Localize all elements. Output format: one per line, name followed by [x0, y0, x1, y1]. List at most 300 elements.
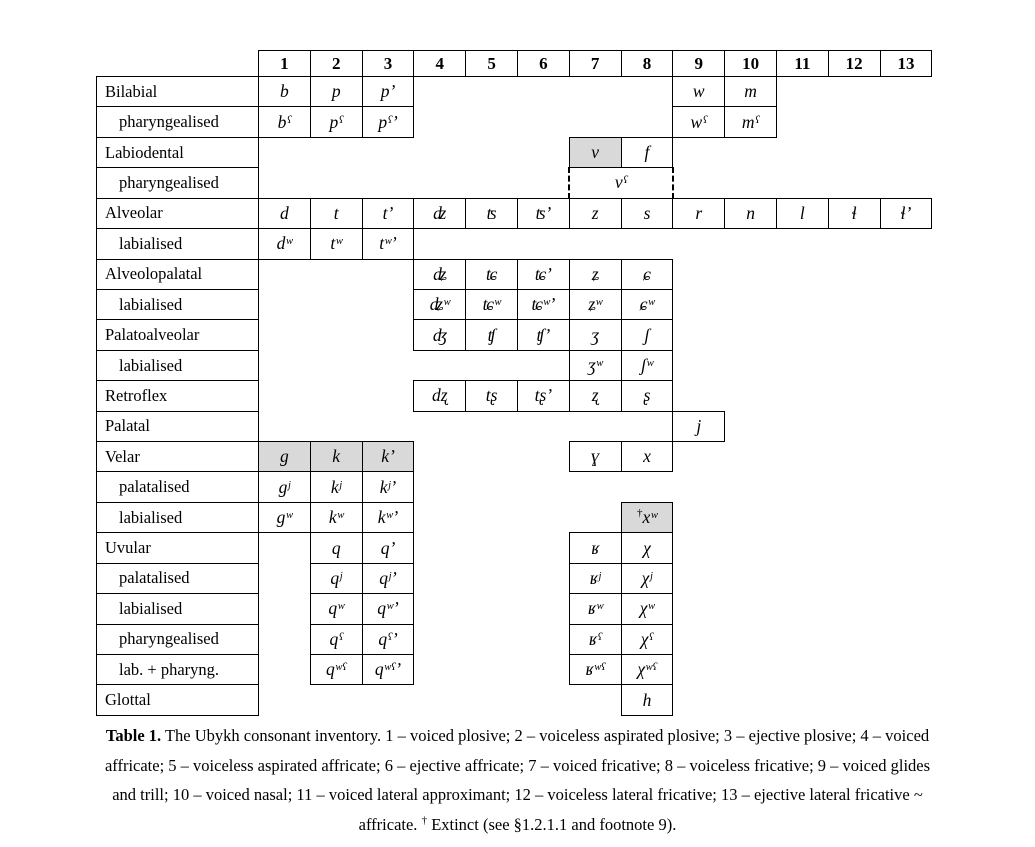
empty-cell	[414, 624, 466, 654]
empty-cell	[362, 320, 414, 350]
empty-cell	[673, 320, 725, 350]
table-row	[97, 624, 932, 654]
table-row	[97, 320, 932, 350]
empty-cell	[776, 594, 828, 624]
phoneme-cell: qˤ	[310, 624, 362, 654]
phoneme-cell: tʂ’	[517, 381, 569, 411]
column-header-10: 10	[725, 51, 777, 77]
row-label: labialised	[97, 594, 259, 624]
column-header-2: 2	[310, 51, 362, 77]
table-row	[97, 442, 932, 472]
empty-cell	[828, 137, 880, 167]
row-label: palatalised	[97, 472, 259, 502]
empty-cell	[621, 411, 673, 441]
empty-cell	[414, 350, 466, 380]
phoneme-cell: dʷ	[259, 229, 311, 259]
phoneme-cell: g	[259, 442, 311, 472]
phoneme-cell: mˤ	[725, 107, 777, 137]
table-row	[97, 77, 932, 107]
table-row	[97, 655, 932, 685]
empty-cell	[259, 685, 311, 715]
empty-cell	[673, 472, 725, 502]
empty-cell	[466, 107, 518, 137]
phoneme-cell: ʨʷ	[466, 289, 518, 319]
phoneme-cell: r	[673, 198, 725, 228]
empty-cell	[466, 77, 518, 107]
phoneme-cell: w	[673, 77, 725, 107]
table-row	[97, 107, 932, 137]
empty-cell	[776, 77, 828, 107]
empty-cell	[362, 289, 414, 319]
phoneme-cell: b	[259, 77, 311, 107]
empty-cell	[880, 107, 932, 137]
phoneme-cell: χʲ	[621, 563, 673, 593]
phoneme-cell: pˤ’	[362, 107, 414, 137]
column-header-11: 11	[776, 51, 828, 77]
empty-cell	[828, 77, 880, 107]
phoneme-cell: ʧ’	[517, 320, 569, 350]
row-label: Velar	[97, 442, 259, 472]
phoneme-cell: h	[621, 685, 673, 715]
phoneme-cell: ʁˤ	[569, 624, 621, 654]
empty-cell	[880, 594, 932, 624]
empty-cell	[725, 442, 777, 472]
empty-cell	[517, 533, 569, 563]
empty-cell	[259, 289, 311, 319]
column-header-5: 5	[466, 51, 518, 77]
table-row	[97, 563, 932, 593]
empty-cell	[362, 381, 414, 411]
empty-cell	[362, 137, 414, 167]
phoneme-cell: p	[310, 77, 362, 107]
empty-cell	[466, 350, 518, 380]
row-label: pharyngealised	[97, 168, 259, 198]
empty-cell	[259, 320, 311, 350]
empty-cell	[880, 137, 932, 167]
empty-cell	[880, 320, 932, 350]
phoneme-cell: l	[776, 198, 828, 228]
empty-cell	[517, 137, 569, 167]
phoneme-cell: v	[569, 137, 621, 167]
empty-cell	[259, 655, 311, 685]
empty-cell	[725, 502, 777, 532]
empty-cell	[517, 624, 569, 654]
table-row	[97, 472, 932, 502]
empty-cell	[828, 472, 880, 502]
row-label: Labiodental	[97, 137, 259, 167]
empty-cell	[776, 502, 828, 532]
table-row	[97, 198, 932, 228]
empty-cell	[466, 655, 518, 685]
empty-cell	[725, 350, 777, 380]
empty-cell	[776, 381, 828, 411]
empty-cell	[725, 411, 777, 441]
phoneme-cell: ɕ	[621, 259, 673, 289]
empty-cell	[673, 533, 725, 563]
empty-cell	[414, 107, 466, 137]
empty-cell	[414, 77, 466, 107]
empty-cell	[310, 685, 362, 715]
empty-cell	[466, 137, 518, 167]
phoneme-cell: vˤ	[569, 168, 673, 198]
row-label: pharyngealised	[97, 624, 259, 654]
phoneme-cell: ɬ’	[880, 198, 932, 228]
phoneme-cell: pˤ	[310, 107, 362, 137]
empty-cell	[776, 411, 828, 441]
phoneme-cell: ʁʲ	[569, 563, 621, 593]
phoneme-cell: χʷˤ	[621, 655, 673, 685]
phoneme-cell: ʨ	[466, 259, 518, 289]
empty-cell	[673, 502, 725, 532]
phoneme-cell: qʲ’	[362, 563, 414, 593]
empty-cell	[880, 289, 932, 319]
phoneme-cell: kʷ	[310, 502, 362, 532]
empty-cell	[673, 350, 725, 380]
empty-cell	[725, 137, 777, 167]
empty-cell	[880, 350, 932, 380]
row-label: lab. + pharyng.	[97, 655, 259, 685]
empty-cell	[828, 229, 880, 259]
empty-cell	[517, 107, 569, 137]
empty-cell	[621, 229, 673, 259]
row-label: pharyngealised	[97, 107, 259, 137]
empty-cell	[828, 320, 880, 350]
empty-cell	[621, 472, 673, 502]
phoneme-cell: d	[259, 198, 311, 228]
empty-cell	[828, 594, 880, 624]
empty-cell	[828, 168, 880, 198]
table-row	[97, 533, 932, 563]
phoneme-cell: gʲ	[259, 472, 311, 502]
empty-cell	[673, 381, 725, 411]
empty-cell	[517, 594, 569, 624]
empty-cell	[725, 229, 777, 259]
empty-cell	[776, 259, 828, 289]
empty-cell	[673, 442, 725, 472]
column-header-8: 8	[621, 51, 673, 77]
empty-cell	[673, 655, 725, 685]
empty-cell	[776, 229, 828, 259]
phoneme-cell: ʥ	[414, 259, 466, 289]
empty-cell	[673, 289, 725, 319]
empty-cell	[673, 168, 725, 198]
phoneme-cell: ʁʷ	[569, 594, 621, 624]
empty-cell	[414, 563, 466, 593]
phoneme-cell: ʂ	[621, 381, 673, 411]
phoneme-cell: qʲ	[310, 563, 362, 593]
empty-cell	[259, 137, 311, 167]
empty-cell	[310, 411, 362, 441]
empty-cell	[466, 168, 518, 198]
phoneme-cell: qʷ’	[362, 594, 414, 624]
phoneme-cell: t’	[362, 198, 414, 228]
empty-cell	[466, 229, 518, 259]
phoneme-cell: χ	[621, 533, 673, 563]
dagger-icon: †	[636, 507, 643, 520]
phoneme-cell: j	[673, 411, 725, 441]
empty-cell	[259, 594, 311, 624]
empty-cell	[673, 229, 725, 259]
empty-cell	[725, 168, 777, 198]
empty-cell	[621, 107, 673, 137]
empty-cell	[310, 168, 362, 198]
empty-cell	[880, 533, 932, 563]
row-label: labialised	[97, 350, 259, 380]
empty-cell	[828, 502, 880, 532]
empty-cell	[362, 350, 414, 380]
empty-cell	[569, 472, 621, 502]
empty-cell	[725, 563, 777, 593]
phoneme-cell: ʒ	[569, 320, 621, 350]
empty-cell	[828, 655, 880, 685]
empty-cell	[776, 320, 828, 350]
empty-cell	[414, 442, 466, 472]
row-label: labialised	[97, 289, 259, 319]
column-header-4: 4	[414, 51, 466, 77]
empty-cell	[259, 533, 311, 563]
empty-cell	[673, 259, 725, 289]
phoneme-cell: kʲ	[310, 472, 362, 502]
caption-body: The Ubykh consonant inventory. 1 – voiced plosive; 2 – voiceless aspirated plosive; 3 – ejective plosive; 4 – voiced affricate; 5 – voiceless aspirated affricate; 6 – ejective affricate; 7 – voiced fricative; 8 – voiceless fricative; 9 – voiced glides and trill; 10 – voiced nasal; 11 – voiced lateral approximant; 12 – voiceless lateral fricative; 13 – ejective lateral fricative ~ affricate.	[104, 726, 931, 834]
phoneme-cell: kʲ’	[362, 472, 414, 502]
empty-cell	[880, 502, 932, 532]
phoneme-cell: z	[569, 198, 621, 228]
empty-cell	[414, 168, 466, 198]
table-caption	[94, 721, 942, 839]
empty-cell	[880, 229, 932, 259]
phoneme-cell: ɕʷ	[621, 289, 673, 319]
phoneme-cell: s	[621, 198, 673, 228]
empty-cell	[776, 533, 828, 563]
empty-cell	[466, 624, 518, 654]
empty-cell	[880, 77, 932, 107]
empty-cell	[310, 259, 362, 289]
phoneme-cell: ɣ	[569, 442, 621, 472]
row-label: Bilabial	[97, 77, 259, 107]
column-header-7: 7	[569, 51, 621, 77]
phoneme-cell: ʑ	[569, 259, 621, 289]
empty-cell	[259, 411, 311, 441]
phoneme-cell: dʐ	[414, 381, 466, 411]
phoneme-cell: ʑʷ	[569, 289, 621, 319]
empty-cell	[828, 563, 880, 593]
empty-cell	[569, 685, 621, 715]
empty-cell	[517, 502, 569, 532]
row-label: palatalised	[97, 563, 259, 593]
empty-cell	[725, 533, 777, 563]
table-row	[97, 685, 932, 715]
empty-cell	[880, 411, 932, 441]
empty-cell	[828, 107, 880, 137]
table-row	[97, 137, 932, 167]
phoneme-cell: x	[621, 442, 673, 472]
phoneme-cell: bˤ	[259, 107, 311, 137]
empty-cell	[362, 259, 414, 289]
phoneme-cell: p’	[362, 77, 414, 107]
column-header-3: 3	[362, 51, 414, 77]
empty-cell	[466, 502, 518, 532]
empty-cell	[414, 411, 466, 441]
phoneme-cell: qˤ’	[362, 624, 414, 654]
empty-cell	[517, 77, 569, 107]
empty-cell	[259, 168, 311, 198]
phoneme-cell: ʐ	[569, 381, 621, 411]
empty-cell	[414, 472, 466, 502]
phoneme-cell: q	[310, 533, 362, 563]
empty-cell	[310, 350, 362, 380]
phoneme-cell: tʷ	[310, 229, 362, 259]
empty-cell	[776, 168, 828, 198]
empty-cell	[776, 137, 828, 167]
empty-cell	[517, 685, 569, 715]
phoneme-cell: ʃʷ	[621, 350, 673, 380]
empty-cell	[828, 685, 880, 715]
empty-cell	[776, 289, 828, 319]
empty-cell	[517, 411, 569, 441]
empty-cell	[828, 350, 880, 380]
empty-cell	[828, 289, 880, 319]
empty-cell	[569, 229, 621, 259]
phoneme-cell: qʷ	[310, 594, 362, 624]
phoneme-cell: ʨ’	[517, 259, 569, 289]
empty-cell	[517, 168, 569, 198]
table-row	[97, 502, 932, 532]
empty-cell	[569, 411, 621, 441]
empty-cell	[517, 229, 569, 259]
empty-cell	[880, 442, 932, 472]
row-label: labialised	[97, 502, 259, 532]
phoneme-cell: tʂ	[466, 381, 518, 411]
phoneme-cell: ʦ	[466, 198, 518, 228]
empty-cell	[828, 411, 880, 441]
empty-cell	[776, 442, 828, 472]
empty-cell	[776, 107, 828, 137]
empty-cell	[880, 563, 932, 593]
column-header-1: 1	[259, 51, 311, 77]
empty-cell	[517, 442, 569, 472]
empty-cell	[725, 472, 777, 502]
phoneme-cell: χˤ	[621, 624, 673, 654]
empty-cell	[259, 624, 311, 654]
table-row	[97, 229, 932, 259]
phoneme-cell: χʷ	[621, 594, 673, 624]
column-header-12: 12	[828, 51, 880, 77]
empty-cell	[259, 381, 311, 411]
empty-cell	[466, 411, 518, 441]
phoneme-cell: q’	[362, 533, 414, 563]
empty-cell	[673, 685, 725, 715]
column-header-6: 6	[517, 51, 569, 77]
row-label: Alveolar	[97, 198, 259, 228]
empty-cell	[725, 320, 777, 350]
row-label: Alveolopalatal	[97, 259, 259, 289]
empty-cell	[776, 472, 828, 502]
empty-cell	[880, 472, 932, 502]
phoneme-cell: ɬ	[828, 198, 880, 228]
row-label: Uvular	[97, 533, 259, 563]
column-header-9: 9	[673, 51, 725, 77]
empty-cell	[673, 624, 725, 654]
empty-cell	[673, 137, 725, 167]
empty-cell	[569, 502, 621, 532]
caption-label: Table 1.	[105, 726, 162, 745]
empty-cell	[776, 563, 828, 593]
empty-cell	[880, 168, 932, 198]
empty-cell	[466, 563, 518, 593]
row-label: Palatoalveolar	[97, 320, 259, 350]
empty-cell	[414, 502, 466, 532]
phoneme-cell: m	[725, 77, 777, 107]
empty-cell	[880, 655, 932, 685]
phoneme-cell: qʷˤ	[310, 655, 362, 685]
table-row	[97, 411, 932, 441]
row-label: Palatal	[97, 411, 259, 441]
empty-cell	[880, 624, 932, 654]
empty-cell	[466, 472, 518, 502]
empty-cell	[259, 259, 311, 289]
empty-cell	[466, 533, 518, 563]
empty-cell	[569, 107, 621, 137]
empty-cell	[776, 624, 828, 654]
phoneme-cell: wˤ	[673, 107, 725, 137]
caption-footnote: Extinct (see §1.2.1.1 and footnote 9).	[427, 814, 677, 834]
empty-cell	[880, 685, 932, 715]
phoneme-cell: f	[621, 137, 673, 167]
empty-cell	[673, 594, 725, 624]
phoneme-cell: ʒʷ	[569, 350, 621, 380]
empty-cell	[466, 685, 518, 715]
row-label: Retroflex	[97, 381, 259, 411]
empty-cell	[880, 381, 932, 411]
empty-cell	[414, 655, 466, 685]
table-row	[97, 289, 932, 319]
empty-cell	[259, 350, 311, 380]
table-row	[97, 594, 932, 624]
empty-cell	[725, 655, 777, 685]
row-label: Glottal	[97, 685, 259, 715]
table-row	[97, 168, 932, 198]
phoneme-cell: tʷ’	[362, 229, 414, 259]
empty-cell	[414, 533, 466, 563]
phoneme-cell: ʧ	[466, 320, 518, 350]
empty-cell	[828, 533, 880, 563]
empty-cell	[725, 624, 777, 654]
phoneme-cell: ʦ’	[517, 198, 569, 228]
empty-cell	[466, 594, 518, 624]
phoneme-cell: ʃ	[621, 320, 673, 350]
phoneme-cell: ʁ	[569, 533, 621, 563]
phoneme-cell: ʨʷ’	[517, 289, 569, 319]
empty-cell	[776, 685, 828, 715]
table-row	[97, 350, 932, 380]
phoneme-cell: ʁʷˤ	[569, 655, 621, 685]
phoneme-cell: ʣ	[414, 198, 466, 228]
empty-cell	[310, 381, 362, 411]
column-header-13: 13	[880, 51, 932, 77]
empty-cell	[828, 381, 880, 411]
empty-cell	[259, 563, 311, 593]
empty-cell	[414, 137, 466, 167]
empty-cell	[776, 350, 828, 380]
empty-cell	[828, 259, 880, 289]
empty-cell	[725, 594, 777, 624]
empty-cell	[880, 259, 932, 289]
row-label: labialised	[97, 229, 259, 259]
empty-cell	[725, 685, 777, 715]
empty-cell	[310, 289, 362, 319]
empty-cell	[466, 442, 518, 472]
phoneme-cell: qʷˤ’	[362, 655, 414, 685]
